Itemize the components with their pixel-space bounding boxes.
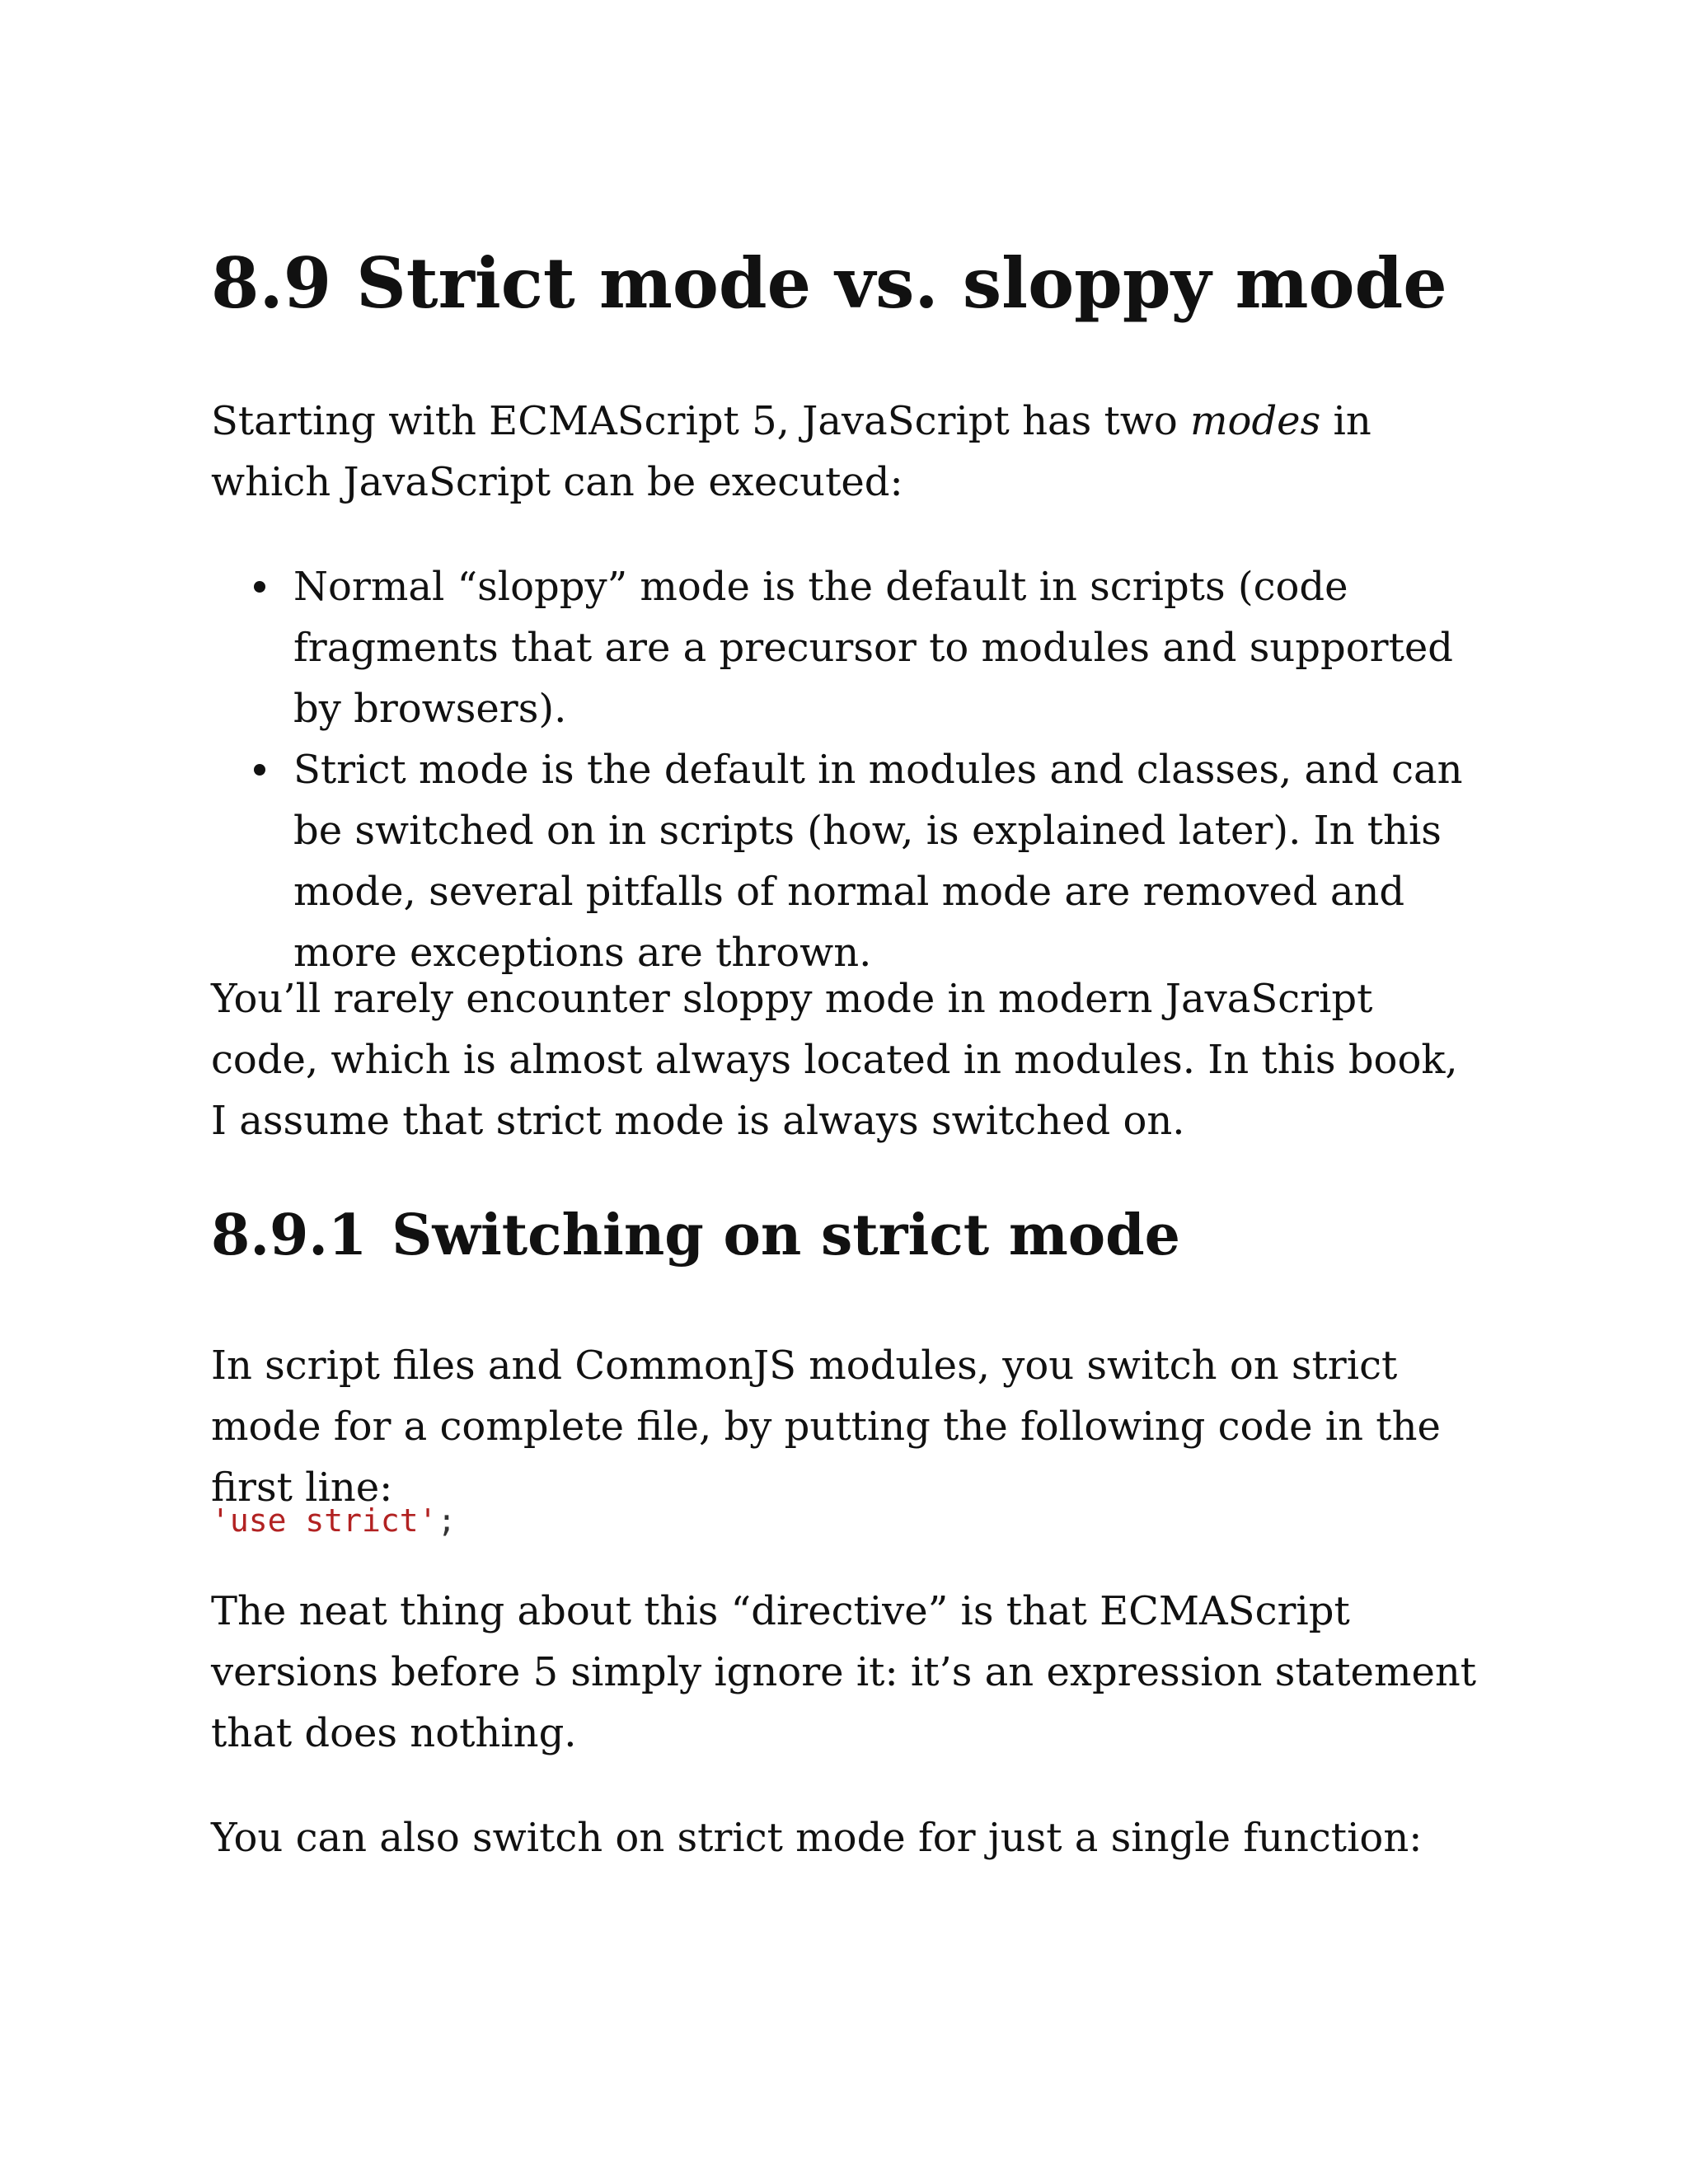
section-title (211, 242, 1447, 324)
intro-text-start: Starting with ECMAScript 5, JavaScript has two (211, 398, 1191, 444)
bullet-icon (254, 764, 265, 776)
list-item (211, 739, 1480, 983)
list-item-text: Strict mode is the default in modules and classes, and can be switched on in scripts (how, is explained later). In this mode, several pitfalls of normal mode are removed and more exceptions are thrown. (293, 747, 1463, 976)
single-function-paragraph: You can also switch on strict mode for just a single function: (211, 1815, 1423, 1861)
section-number: 8.9 (211, 242, 332, 324)
subsection-title-text: Switching on strict mode (392, 1202, 1180, 1268)
bullet-icon (254, 581, 265, 593)
directive-paragraph: The neat thing about this “directive” is that ECMAScript versions before 5 simply ignore it: it’s an expression statement that does nothing. (211, 1588, 1477, 1756)
code-string: 'use strict' (211, 1502, 438, 1539)
intro-text-end: in which JavaScript can be executed: (211, 398, 1372, 505)
modes-list (211, 556, 1480, 983)
subsection-title (211, 1202, 1180, 1268)
code-semicolon: ; (437, 1502, 457, 1539)
list-item (211, 556, 1480, 739)
section-title-text: Strict mode vs. sloppy mode (356, 242, 1447, 324)
sloppy-rare-paragraph: You’ll rarely encounter sloppy mode in modern JavaScript code, which is almost always located in modules. In this book, I assume that strict mode is always switched on. (211, 976, 1458, 1144)
script-files-paragraph: In script files and CommonJS modules, you switch on strict mode for a complete file, by putting the following code in the first line: (211, 1343, 1441, 1511)
subsection-number: 8.9.1 (211, 1202, 368, 1268)
code-block (211, 1496, 456, 1545)
list-item-text: Normal “sloppy” mode is the default in scripts (code fragments that are a precursor to modules and supported by browsers). (293, 564, 1454, 732)
intro-paragraph (211, 391, 1480, 513)
intro-emphasis: modes (1190, 398, 1321, 444)
